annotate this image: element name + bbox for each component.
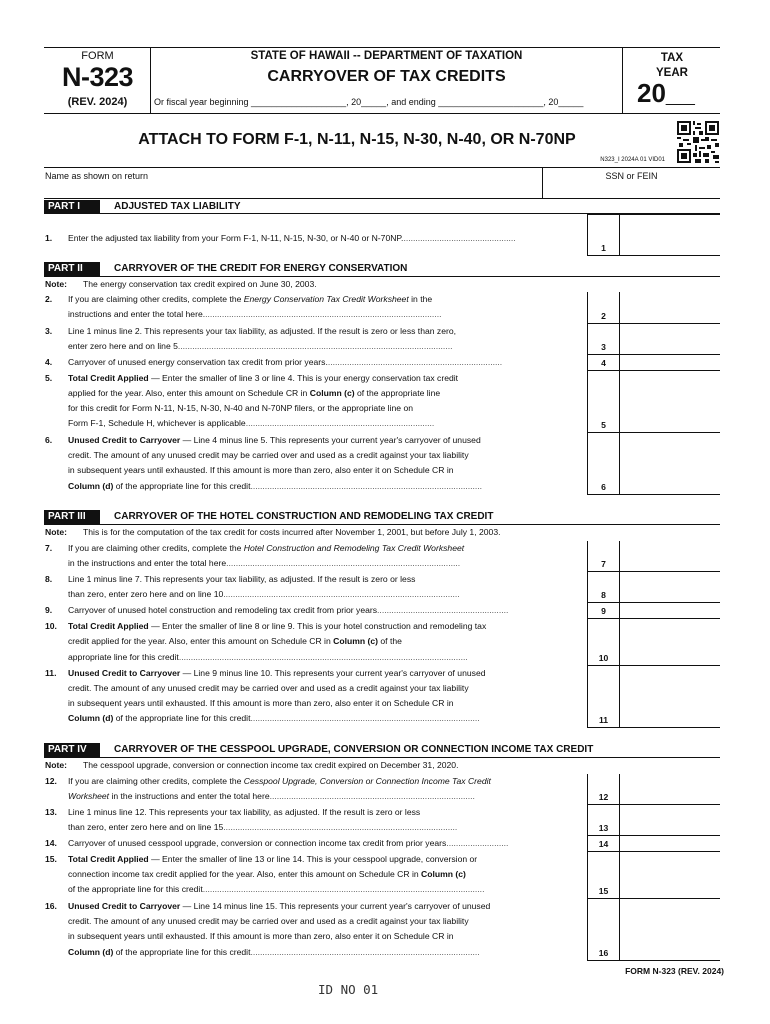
- line-13-amount-box[interactable]: 13: [587, 805, 720, 836]
- part-4-header: [44, 743, 720, 757]
- line-1-text: Enter the adjusted tax liability from your Form F-1, N-11, N-15, N-30, or N-40 or N-70NP................................................: [68, 233, 516, 243]
- line-12-text-b: Worksheet in the instructions and enter the total here......................................................................................: [68, 791, 475, 801]
- line-10-text-b: credit applied for the year. Also, enter this amount on Schedule CR in Column (c) of the: [68, 636, 402, 646]
- line-11-number: 11.: [45, 668, 57, 678]
- line-15-number: 15.: [45, 854, 57, 864]
- line-6-text-c: in subsequent years until exhausted. If this amount is more than zero, also enter it on Schedule CR in: [68, 465, 454, 475]
- line-8-amount-box[interactable]: 8: [587, 572, 720, 603]
- line-4-number: 4.: [45, 357, 53, 367]
- line-1-amount-box[interactable]: 1: [587, 214, 720, 256]
- note-2-label: Note:: [45, 279, 67, 289]
- line-15-text-b: connection income tax credit applied for the year. Also, enter this amount on Schedule CR in Column (c): [68, 869, 466, 879]
- line-7-amount-box[interactable]: 7: [587, 541, 720, 572]
- line-15-text-c: of the appropriate line for this credit......................................................................................................................: [68, 884, 485, 894]
- line-8-text-b: than zero, enter zero here and on line 10...................................................................................................: [68, 589, 460, 599]
- line-10-text-a: Total Credit Applied — Enter the smaller of line 8 or line 9. This is your hotel construction and remodeling tax: [68, 621, 487, 631]
- line-11-text-d: Column (d) of the appropriate line for this credit................................................................................................: [68, 713, 480, 723]
- line-1-number: 1.: [45, 233, 53, 243]
- note-4-text: The cesspool upgrade, conversion or connection income tax credit expired on December 31, 2020.: [83, 760, 459, 770]
- line-10-number: 10.: [45, 621, 57, 631]
- line-9-text: Carryover of unused hotel construction and remodeling tax credit from prior years.......................................................: [68, 605, 509, 615]
- part-4-tag: PART IV: [44, 743, 100, 757]
- footer-form-ref: FORM N-323 (REV. 2024): [625, 966, 724, 976]
- name-field[interactable]: Name as shown on return: [45, 171, 149, 181]
- line-5-text-d: Form F-1, Schedule H, whichever is applicable...............................................................................: [68, 418, 435, 428]
- line-4-text: Carryover of unused energy conservation tax credit from prior years..........................................................................: [68, 357, 503, 367]
- part-4-title: CARRYOVER OF THE CESSPOOL UPGRADE, CONVERSION OR CONNECTION INCOME TAX CREDIT: [114, 744, 594, 755]
- line-3-text-a: Line 1 minus line 2. This represents your tax liability, as adjusted. If the result is zero or less than zero,: [68, 326, 457, 336]
- line-11-text-a: Unused Credit to Carryover — Line 9 minus line 10. This represents your current year's carryover of unused: [68, 668, 486, 678]
- line-6-number: 6.: [45, 435, 53, 445]
- line-10-amount-box[interactable]: 10: [587, 619, 720, 666]
- line-16-text-b: credit. The amount of any unused credit may be carried over and used as a credit against your tax liability: [68, 916, 469, 926]
- attach-instruction: ATTACH TO FORM F-1, N-11, N-15, N-30, N-40, OR N-70NP: [138, 131, 576, 148]
- line-5-text-b: applied for the year. Also, enter this amount on Schedule CR in Column (c) of the appropriate line: [68, 388, 441, 398]
- line-11-amount-box[interactable]: 11: [587, 666, 720, 728]
- line-13-number: 13.: [45, 807, 57, 817]
- form-code: N323_I 2024A 01 VID01: [600, 157, 665, 163]
- line-5-text-a: Total Credit Applied — Enter the smaller of line 3 or line 4. This is your energy conservation tax credit: [68, 373, 459, 383]
- line-3-number: 3.: [45, 326, 53, 336]
- line-14-text: Carryover of unused cesspool upgrade, conversion or connection income tax credit from prior years..........................: [68, 838, 509, 848]
- form-title: CARRYOVER OF TAX CREDITS: [267, 68, 506, 85]
- line-5-text-c: for this credit for Form N-11, N-15, N-30, N-40 and N-70NP filers, or the appropriate line on: [68, 403, 414, 413]
- ssn-fein-field[interactable]: SSN or FEIN: [542, 168, 720, 198]
- line-6-amount-box[interactable]: 6: [587, 433, 720, 495]
- qr-code-icon: [677, 121, 719, 163]
- line-16-text-d: Column (d) of the appropriate line for this credit................................................................................................: [68, 947, 480, 957]
- part-3-header: [44, 510, 720, 524]
- note-2-text: The energy conservation tax credit expired on June 30, 2003.: [83, 279, 317, 289]
- line-11-text-c: in subsequent years until exhausted. If this amount is more than zero, also enter it on Schedule CR in: [68, 698, 454, 708]
- line-5-number: 5.: [45, 373, 53, 383]
- line-13-text-a: Line 1 minus line 12. This represents your tax liability, as adjusted. If the result is zero or less: [68, 807, 421, 817]
- line-6-text-b: credit. The amount of any unused credit may be carried over and used as a credit against your tax liability: [68, 450, 469, 460]
- line-16-number: 16.: [45, 901, 57, 911]
- form-number: N-323: [61, 62, 134, 92]
- line-12-text-a: If you are claiming other credits, complete the Cesspool Upgrade, Conversion or Connection Income Tax Credit: [68, 776, 491, 786]
- form-header: [44, 47, 720, 114]
- name-ssn-row: [44, 167, 720, 199]
- line-12-amount-box[interactable]: 12: [587, 774, 720, 805]
- line-9-amount-box[interactable]: 9: [587, 603, 720, 619]
- line-9-number: 9.: [45, 605, 53, 615]
- id-number: ID NO 01: [318, 982, 379, 997]
- line-2-text-a: If you are claiming other credits, complete the Energy Conservation Tax Credit Worksheet in the: [68, 294, 433, 304]
- line-8-number: 8.: [45, 574, 53, 584]
- line-14-amount-box[interactable]: 14: [587, 836, 720, 852]
- part-1-tag: PART I: [44, 200, 100, 214]
- tax-year-block: [622, 48, 720, 113]
- line-15-text-a: Total Credit Applied — Enter the smaller of line 13 or line 14. This is your cesspool upgrade, conversion or: [68, 854, 478, 864]
- form-label: FORM: [81, 50, 114, 62]
- part-1-header: [44, 200, 720, 214]
- line-5-amount-box[interactable]: 5: [587, 371, 720, 433]
- line-2-number: 2.: [45, 294, 53, 304]
- part-1-title: ADJUSTED TAX LIABILITY: [114, 201, 241, 212]
- line-3-text-b: enter zero here and on line 5...................................................................................................................: [68, 341, 453, 351]
- line-2-text-b: instructions and enter the total here....................................................................................................: [68, 309, 442, 319]
- line-8-text-a: Line 1 minus line 7. This represents your tax liability, as adjusted. If the result is zero or less: [68, 574, 416, 584]
- line-16-amount-box[interactable]: 16: [587, 899, 720, 961]
- part-2-title: CARRYOVER OF THE CREDIT FOR ENERGY CONSERVATION: [114, 263, 408, 274]
- line-6-text-a: Unused Credit to Carryover — Line 4 minus line 5. This represents your current year's carryover of unused: [68, 435, 481, 445]
- line-15-amount-box[interactable]: 15: [587, 852, 720, 899]
- line-7-number: 7.: [45, 543, 53, 553]
- note-3-text: This is for the computation of the tax credit for costs incurred after November 1, 2001, but before July 1, 2003.: [83, 527, 501, 537]
- tax-year-label: TAX YEAR: [656, 52, 688, 79]
- line-6-text-d: Column (d) of the appropriate line for this credit.................................................................................................: [68, 481, 483, 491]
- agency-name: STATE OF HAWAII -- DEPARTMENT OF TAXATION: [250, 50, 523, 62]
- form-revision: (REV. 2024): [67, 96, 128, 108]
- line-14-number: 14.: [45, 838, 57, 848]
- line-11-text-b: credit. The amount of any unused credit may be carried over and used as a credit against your tax liability: [68, 683, 469, 693]
- note-3-label: Note:: [45, 527, 67, 537]
- line-13-text-b: than zero, enter zero here and on line 15..................................................................................................: [68, 822, 458, 832]
- tax-year-value[interactable]: 20__: [637, 78, 695, 108]
- line-12-number: 12.: [45, 776, 57, 786]
- part-2-tag: PART II: [44, 262, 100, 276]
- part-3-tag: PART III: [44, 510, 100, 524]
- note-4-label: Note:: [45, 760, 67, 770]
- part-2-header: [44, 262, 720, 276]
- line-2-amount-box[interactable]: 2: [587, 292, 720, 324]
- part-3-title: CARRYOVER OF THE HOTEL CONSTRUCTION AND REMODELING TAX CREDIT: [114, 511, 494, 522]
- line-7-text-a: If you are claiming other credits, complete the Hotel Construction and Remodeling Tax Credit Worksheet: [68, 543, 465, 553]
- line-7-text-b: in the instructions and enter the total here..................................................................................................: [68, 558, 461, 568]
- line-3-amount-box[interactable]: 3: [587, 324, 720, 355]
- line-10-text-c: appropriate line for this credit.........................................................................................................................: [68, 652, 468, 662]
- line-4-amount-box[interactable]: 4: [587, 355, 720, 371]
- line-16-text-a: Unused Credit to Carryover — Line 14 minus line 15. This represents your current year's carryover of unused: [68, 901, 491, 911]
- line-16-text-c: in subsequent years until exhausted. If this amount is more than zero, also enter it on Schedule CR in: [68, 931, 454, 941]
- fiscal-year-field[interactable]: Or fiscal year beginning ___________________, 20_____, and ending _____________________, 20_____: [154, 97, 584, 107]
- form-id-block: [44, 48, 151, 113]
